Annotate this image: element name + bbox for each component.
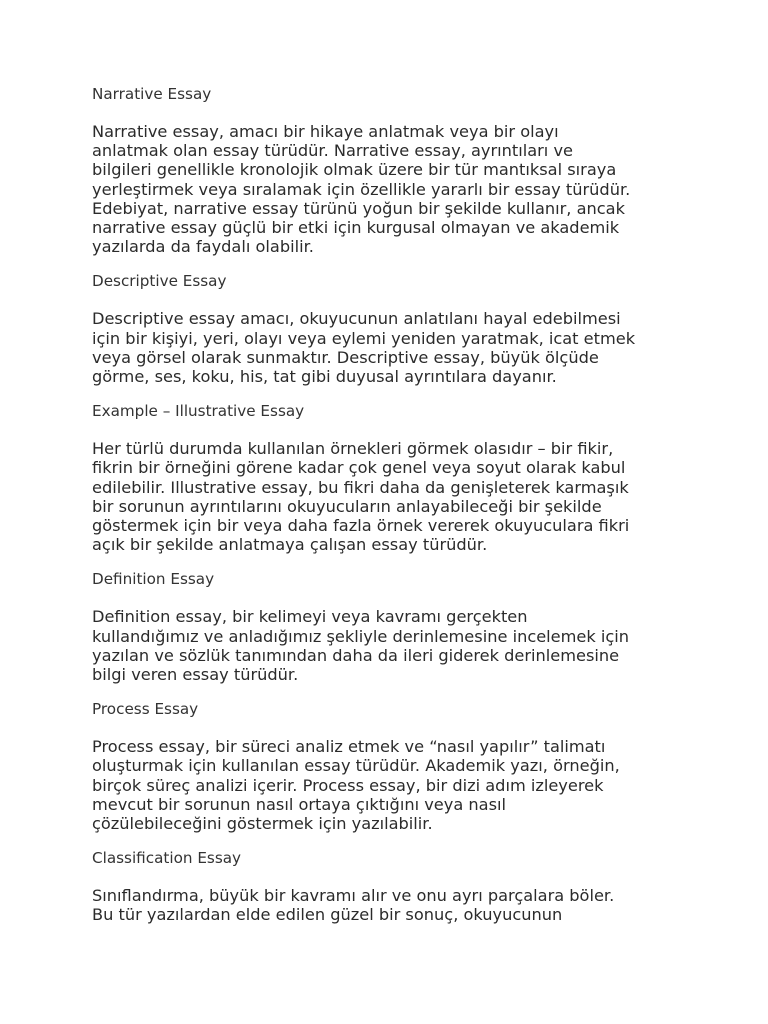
document-page (92, 84, 692, 940)
section-paragraph-descriptive (92, 309, 692, 386)
text-line: yazılarda da faydalı olabilir. (92, 237, 314, 257)
text-line: fikrin bir örneğini görene kadar çok genel veya soyut olarak kabul (92, 458, 626, 478)
text-line: göstermek için bir veya daha fazla örnek vererek okuyuculara fikri (92, 516, 630, 536)
text-line: çözülebileceğini göstermek için yazılabilir. (92, 814, 433, 834)
section-paragraph-classification (92, 886, 692, 924)
text-line: bilgi veren essay türüdür. (92, 665, 299, 685)
text-line: narrative essay güçlü bir etki için kurgusal olmayan ve akademik (92, 218, 620, 238)
section-paragraph-narrative (92, 122, 692, 256)
text-line: mevcut bir sorunun nasıl ortaya çıktığını veya nasıl (92, 794, 507, 814)
text-line: Descriptive essay amacı, okuyucunun anlatılanı hayal edebilmesi (92, 309, 621, 329)
text-line: veya görsel olarak sunmaktır. Descriptive essay, büyük ölçüde (92, 347, 599, 367)
text-line: Sınıflandırma, büyük bir kavramı alır ve onu ayrı parçalara böler. (92, 886, 615, 906)
text-line: bir sorunun ayrıntılarını okuyucuların anlayabileceği bir şekilde (92, 496, 602, 516)
text-line: Definition essay, bir kelimeyi veya kavramı gerçekten (92, 607, 528, 627)
text-line: Her türlü durumda kullanılan örnekleri görmek olasıdır – bir fikir, (92, 439, 614, 459)
text-line: Process essay, bir süreci analiz etmek ve “nasıl yapılır” talimatı (92, 737, 606, 757)
text-line: Bu tür yazılardan elde edilen güzel bir sonuç, okuyucunun (92, 905, 563, 925)
text-line: Narrative essay, amacı bir hikaye anlatmak veya bir olayı (92, 122, 559, 141)
section-heading-illustrative: Example – Illustrative Essay (92, 402, 305, 421)
text-line: için bir kişiyi, yeri, olayı veya eylemi yeniden yaratmak, icat etmek (92, 328, 636, 348)
section-paragraph-illustrative (92, 439, 692, 554)
section-heading-narrative: Narrative Essay (92, 85, 212, 103)
text-line: anlatmak olan essay türüdür. Narrative essay, ayrıntıları ve (92, 141, 573, 161)
section-heading-process: Process Essay (92, 700, 199, 719)
text-line: oluşturmak için kullanılan essay türüdür. Akademik yazı, örneğin, (92, 756, 620, 776)
section-paragraph-definition (92, 607, 692, 684)
section-heading-descriptive: Descriptive Essay (92, 272, 227, 291)
text-line: bilgileri genellikle kronolojik olmak üzere bir tür mantıksal sıraya (92, 160, 617, 180)
text-line: birçok süreç analizi içerir. Process essay, bir dizi adım izleyerek (92, 775, 604, 795)
text-line: edilebilir. Illustrative essay, bu fikri daha da genişleterek karmaşık (92, 477, 629, 497)
text-line: kullandığımız ve anladığımız şekliyle derinlemesine incelemek için (92, 626, 630, 646)
text-line: yerleştirmek veya sıralamak için özellikle yararlı bir essay türüdür. (92, 179, 631, 199)
section-heading-classification: Classification Essay (92, 849, 242, 868)
text-line: Edebiyat, narrative essay türünü yoğun bir şekilde kullanır, ancak (92, 198, 625, 218)
section-heading-definition: Definition Essay (92, 570, 215, 589)
text-line: açık bir şekilde anlatmaya çalışan essay türüdür. (92, 535, 488, 555)
section-paragraph-process (92, 737, 692, 833)
text-line: görme, ses, koku, his, tat gibi duyusal ayrıntılara dayanır. (92, 367, 557, 387)
text-line: yazılan ve sözlük tanımından daha da ileri giderek derinlemesine (92, 645, 620, 665)
